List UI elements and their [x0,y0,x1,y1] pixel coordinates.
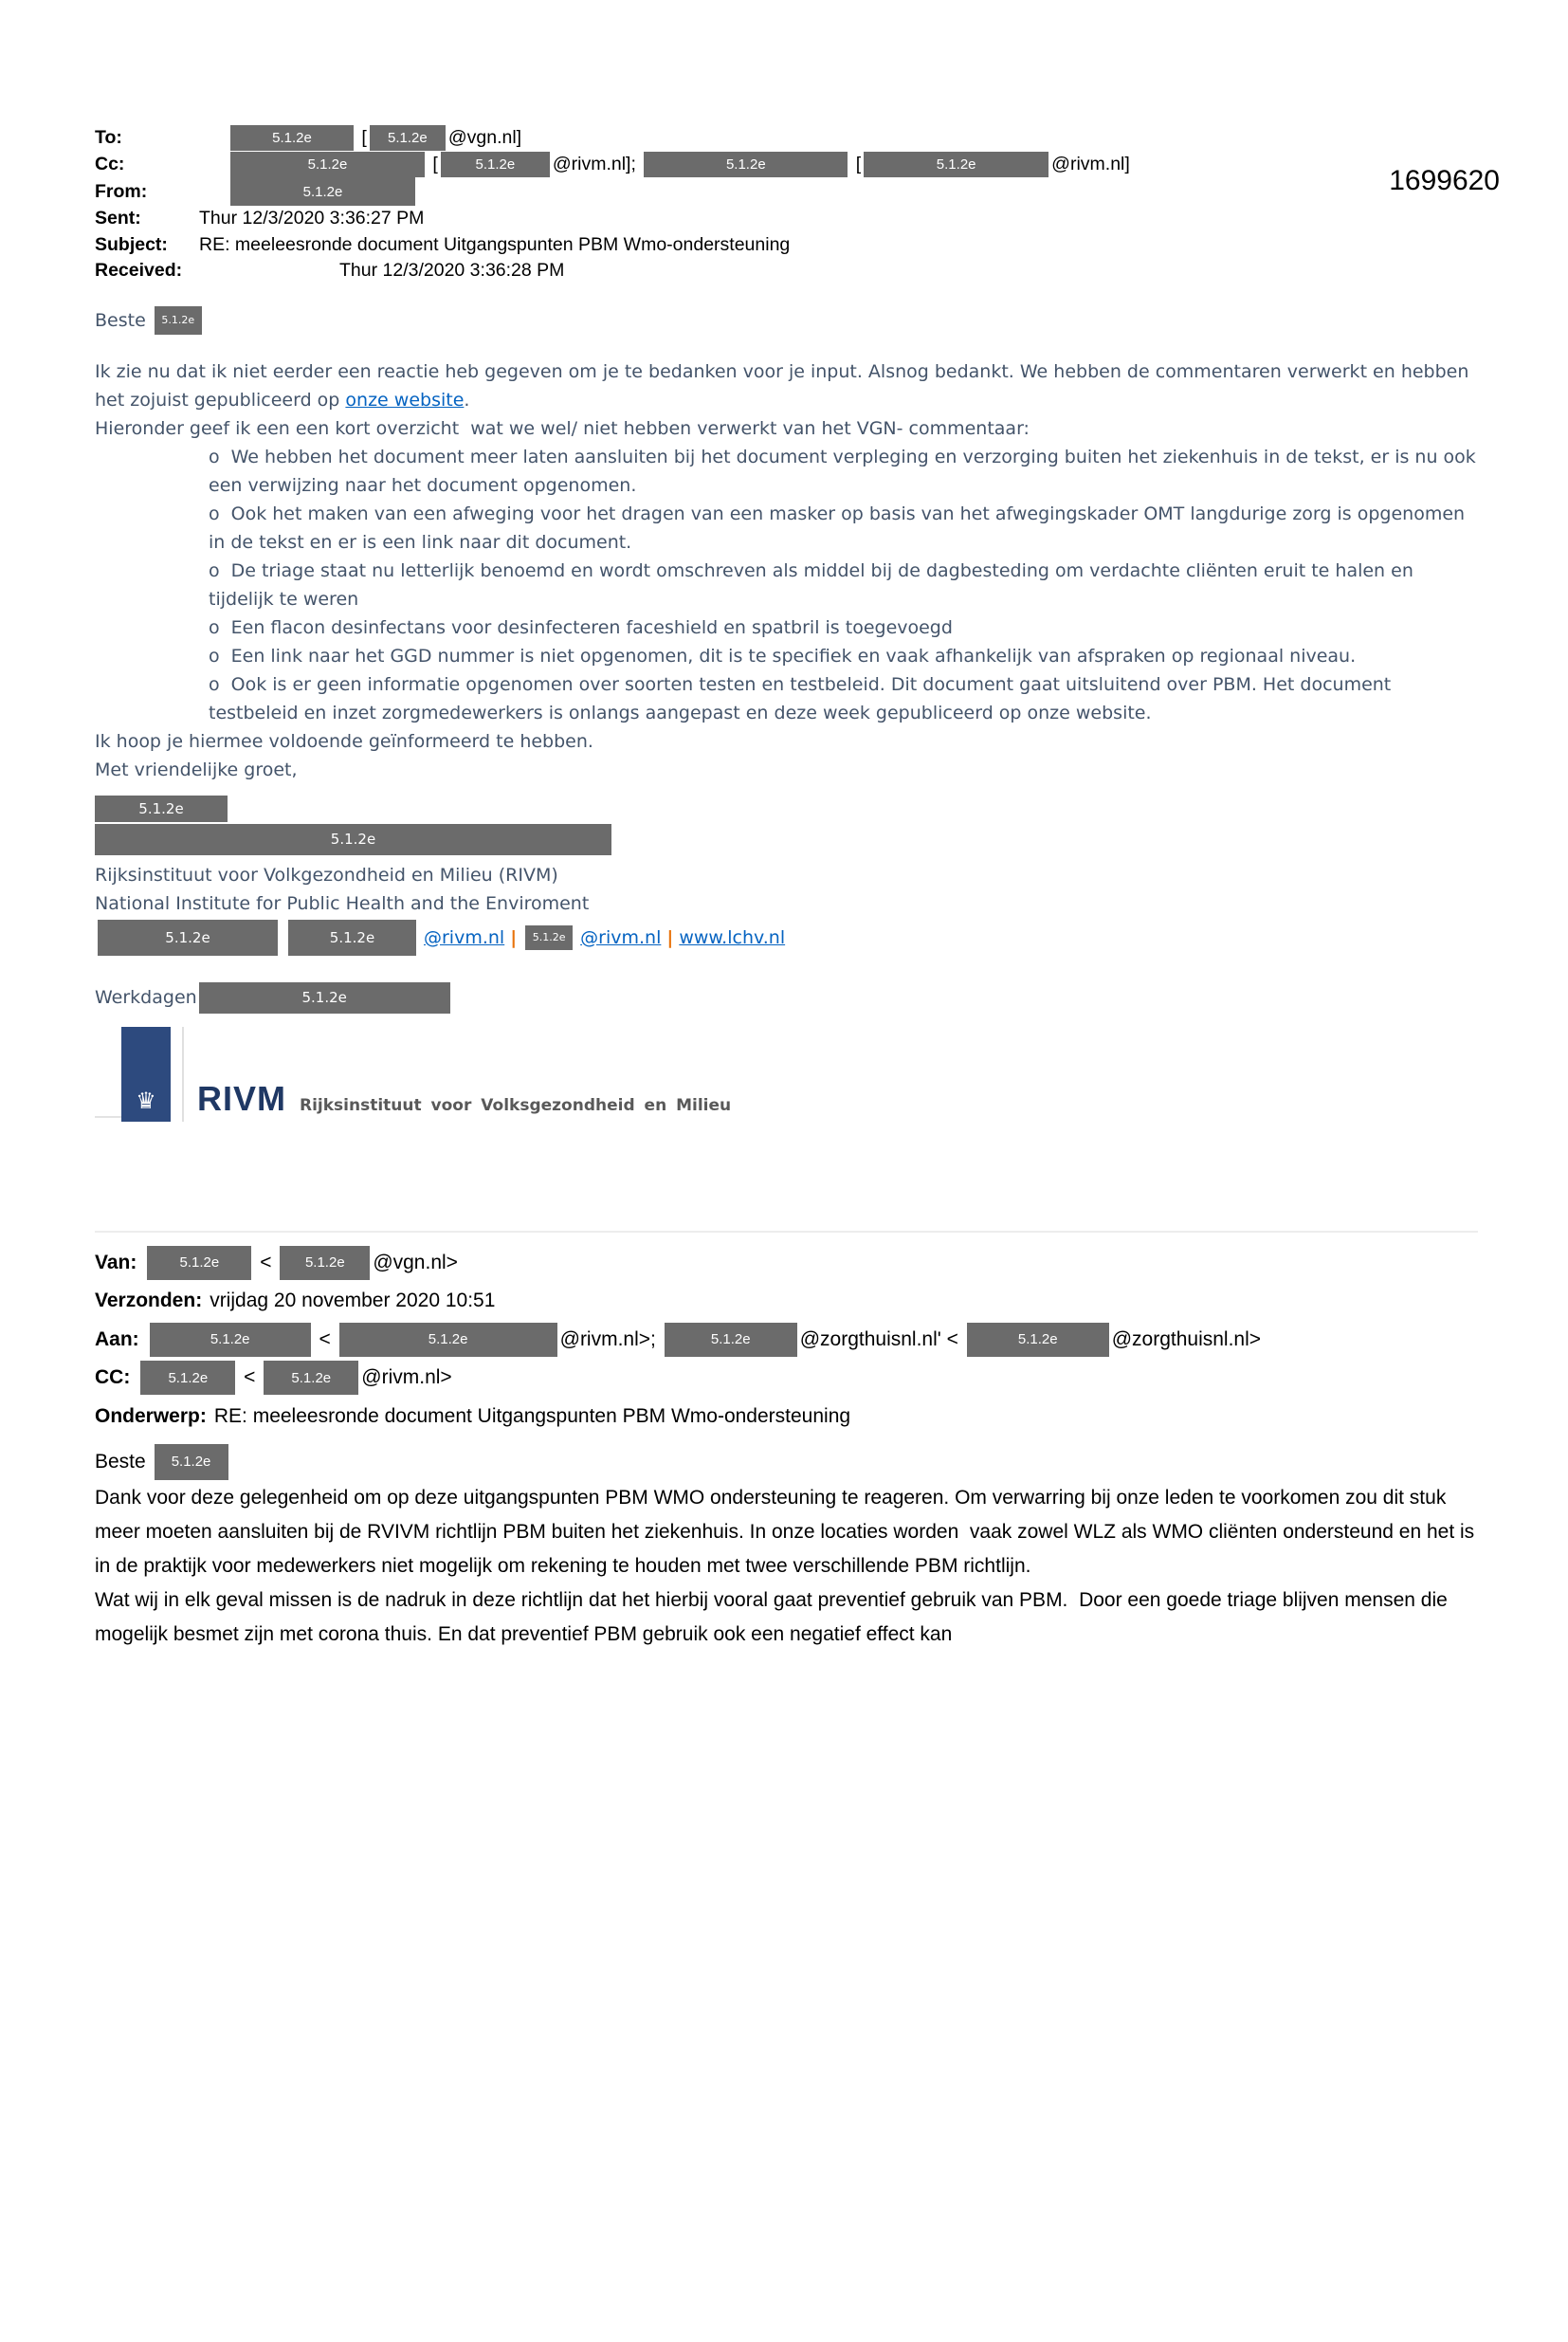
header-field-value [199,125,521,151]
redaction-box: 5.1.2e [525,925,573,950]
bullet-text: Ook is er geen informatie opgenomen over soorten testen en testbeleid. Dit document gaat uitsluitend over PBM. Het document testbeleid en inzet zorgmedewerkers is onlangs aangepast en deze week gepubliceerd op onze website. [209,673,1397,723]
rivm-logo-tagline: Rijksinstituut voor Volksgezondheid en Milieu [300,1095,732,1115]
redaction-box: 5.1.2e [199,982,450,1014]
header-row-cc [95,152,1478,178]
email2-header [95,1244,1478,1436]
header-row-verzonden [95,1282,1478,1321]
onze-website-link[interactable]: onze website [345,389,465,411]
bullet-item [209,670,1478,727]
header-field-value [199,177,418,206]
header-field-value [199,260,564,282]
header-row-cc2 [95,1359,1478,1398]
header-row-received [95,258,1478,284]
text-run: Thur 12/3/2020 3:36:27 PM [199,208,425,229]
redaction-box: 5.1.2e [155,1444,228,1480]
redaction-box: 5.1.2e [288,920,416,956]
text-run: @zorgthuisnl.nl' < [799,1327,964,1350]
header-field-label: Subject: [95,233,168,255]
header-field-value [199,208,424,229]
header-field-label: Van: [95,1251,137,1273]
redaction-box: 5.1.2e [98,920,278,956]
text-run: @vgn.nl] [447,127,522,149]
email1-signoff: Met vriendelijke groet, [95,759,298,780]
bullet-item [209,443,1482,500]
text-run: RE: meeleesronde document Uitgangspunten PBM Wmo-ondersteuning [199,233,791,255]
header-field-label: Received: [95,260,183,282]
rivm-email-link[interactable]: @rivm.nl [580,926,662,948]
redaction-box: 5.1.2e [644,152,848,177]
rivm-logo-acronym: RIVM [197,1078,286,1118]
bullet-marker-icon: o [209,645,220,667]
email2-body [95,1443,1481,1652]
header-field-label: Onderwerp: [95,1404,207,1427]
bullet-marker-icon: o [209,446,220,467]
bullet-text: Een link naar het GGD nummer is niet opgenomen, dit is te specifiek en vaak afhankelijk van afspraken op regionaal niveau. [230,645,1357,667]
rivm-email-link[interactable]: @rivm.nl [424,926,505,948]
email2-greeting [95,1443,1478,1481]
header-field-label: To: [95,127,122,149]
header-field-label: Verzonden: [95,1290,203,1312]
header-field-value [199,234,790,256]
header-field-label: Cc: [95,153,125,174]
bullet-marker-icon: o [209,559,220,581]
header-row-onderwerp [95,1398,1478,1436]
text-run: Thur 12/3/2020 3:36:28 PM [339,260,565,282]
rivm-logo [95,1025,1478,1122]
pipe-separator: | [510,926,518,948]
header-row-from [95,177,1478,206]
header-field-value [214,1405,850,1428]
bullet-marker-icon: o [209,616,220,638]
email1-header [95,125,1478,284]
bullet-text: De triage staat nu letterlijk benoemd en wordt omschreven als middel bij de dagbesteding om verdachte cliënten eruit te halen en tijdelijk te weren [209,559,1419,610]
text-run: < [238,1366,262,1389]
redaction-box: 5.1.2e [864,152,1048,177]
bullet-item [209,642,1478,670]
text-run: Ik zie nu dat ik niet eerder een reactie heb gegeven om je te bedanken voor je input. Alsnog bedankt. We hebben de commentaren verwerkt en hebben het zojuist gepubliceerd op [95,360,1475,411]
email1-bullet-list [95,443,1482,727]
redaction-box: 5.1.2e [147,1246,251,1280]
organization-name-en: National Institute for Public Health and the Enviroment [95,892,590,914]
workdays-line [95,982,1478,1014]
header-field-label: CC: [95,1366,131,1389]
redaction-box: 5.1.2e [140,1361,235,1395]
lchv-website-link[interactable]: www.lchv.nl [679,926,786,948]
text-run: @zorgthuisnl.nl> [1111,1327,1262,1350]
bullet-item [209,500,1478,557]
header-row-van [95,1244,1478,1283]
quoted-email-divider [95,1231,1478,1233]
text-run: < [254,1251,278,1273]
bullet-item [209,613,1478,642]
bullet-text: We hebben het document meer laten aansluiten bij het document verpleging en verzorging buiten het ziekenhuis in de tekst, er is nu ook een verwijzing naar het document opgenomen. [209,446,1482,496]
email2-paragraph-2: Wat wij in elk geval missen is de nadruk in deze richtlijn dat het hierbij vooral gaat preventief gebruik van PBM. Door een goede triage blijven mensen die mogelijk besmet zijn met corona thuis. En dat preventief PBM gebruik ook een negatief effect kan [95,1589,1453,1645]
rivm-logo-bar [121,1027,171,1122]
email1-paragraph-2: Hieronder geef ik een een kort overzicht wat we wel/ niet hebben verwerkt van het VGN- commentaar: [95,417,1030,439]
email-document-page [0,125,1568,1652]
header-row-to [95,125,1478,152]
redaction-box: 5.1.2e [339,1323,557,1357]
redaction-box: 5.1.2e [280,1246,370,1280]
redaction-box: 5.1.2e [967,1323,1109,1357]
text-run: @rivm.nl>; [559,1327,662,1350]
rivm-crest-icon: ♛ [136,1087,156,1114]
pipe-separator: | [666,926,674,948]
text-run: [ [850,153,862,174]
text-run: RE: meeleesronde document Uitgangspunten PBM Wmo-ondersteuning [213,1404,851,1427]
signature-redactions [95,796,1478,855]
redaction-box: 5.1.2e [441,152,550,177]
text-run: @rivm.nl] [1051,153,1130,174]
header-field-label: Sent: [95,208,141,229]
text-run: < [313,1327,337,1350]
header-field-value [199,152,1130,177]
email2-paragraph-1: Dank voor deze gelegenheid om op deze uitgangspunten PBM WMO ondersteuning te reageren. Om verwarring bij onze leden te voorkomen zou dit stuk meer moeten aansluiten bij de RVIVM richtlijn PBM buiten het ziekenhuis. In onze locaties worden vaak zowel WLZ als WMO cliënten ondersteund en het is in de praktijk voor medewerkers niet mogelijk om rekening te houden met twee verschillende PBM richtlijn. [95,1487,1481,1577]
text-run: . [464,389,470,411]
text-run: @vgn.nl> [373,1251,458,1273]
redaction-box: 5.1.2e [230,177,415,206]
signature-contact-line [95,920,1478,956]
text-run: vrijdag 20 november 2020 10:51 [210,1290,496,1312]
bullet-text: Ook het maken van een afweging voor het dragen van een masker op basis van het afwegingskader OMT langdurige zorg is opgenomen in de tekst en er is een link naar dit document. [209,503,1471,553]
organization-name-nl: Rijksinstituut voor Volkgezondheid en Milieu (RIVM) [95,864,558,886]
text-run: [ [356,127,367,149]
redaction-box: 5.1.2e [370,125,446,151]
document-number: 1699620 [1389,165,1500,196]
header-field-label: Aan: [95,1327,139,1350]
text-run: @rivm.nl]; [552,153,642,174]
text-run: Beste [95,1451,152,1473]
email1-body [95,305,1482,1122]
header-field-value [147,1323,1261,1357]
email1-paragraph-1 [95,357,1478,414]
redaction-box: 5.1.2e [230,152,425,177]
header-field-value [210,1290,495,1312]
signature-redaction-line [95,824,1478,855]
text-run: [ [428,153,438,174]
redaction-box: 5.1.2e [665,1323,797,1357]
redaction-box: 5.1.2e [95,824,611,855]
header-field-value [137,1361,451,1395]
header-row-subject [95,232,1478,259]
text-run: Beste [95,310,152,331]
header-row-sent [95,206,1478,232]
bullet-item [209,557,1478,613]
email1-greeting [95,305,1478,337]
redaction-box: 5.1.2e [150,1323,311,1357]
signature-redaction-line [95,796,1478,822]
bullet-marker-icon: o [209,673,220,695]
logo-divider [182,1027,184,1122]
bullet-marker-icon: o [209,503,220,524]
bullet-text: Een flacon desinfectans voor desinfecteren faceshield en spatbril is toegevoegd [230,616,953,638]
redaction-box: 5.1.2e [95,796,228,822]
header-field-label: From: [95,180,148,202]
redaction-box: 5.1.2e [264,1361,358,1395]
text-run: Werkdagen [95,987,197,1008]
header-row-aan [95,1321,1478,1360]
text-run: @rivm.nl> [361,1366,452,1389]
logo-baseline-decoration [95,1116,121,1118]
redaction-box: 5.1.2e [230,125,354,151]
redaction-box: 5.1.2e [155,306,202,335]
header-field-value [144,1246,458,1280]
email1-closing-line: Ik hoop je hiermee voldoende geïnformeerd te hebben. [95,730,593,752]
